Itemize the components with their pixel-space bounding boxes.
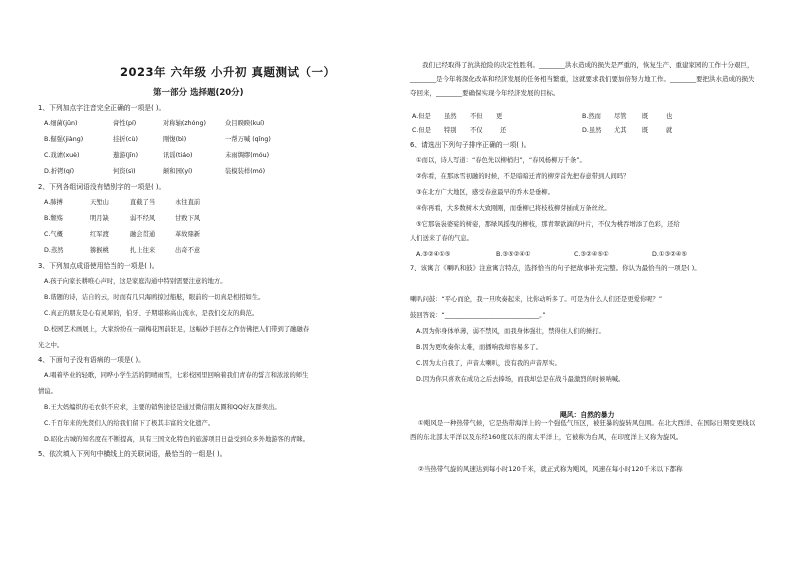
q7-dialog: 喇叭问鼓：“平心而论，我一旦吹奏起来，比你动听多了。可是为什么人们还是更爱你呢？” bbox=[410, 296, 663, 303]
q6-sentence-5-cont: 人们送来了春的气息。 bbox=[410, 235, 473, 242]
q7-option-a: A.因为你身体单薄，弱不禁风，而我身体强壮，禁得住人们的捶打。 bbox=[416, 328, 605, 335]
passage-paragraph-2: ②当热带气旋的风速达到每小时120千米，就正式称为飓风，风速在每小时120千米以下都称 bbox=[418, 465, 683, 473]
q1-option-b4: 一帮万喊 (qǐng) bbox=[225, 136, 271, 143]
q2-option-d4: 出奇不意 bbox=[175, 247, 201, 254]
q6-option-a: A.③②④①⑤ bbox=[416, 251, 451, 258]
q2-option-d3: 扎上往来 bbox=[130, 247, 156, 254]
section-heading: 第一部分 选择题(20分) bbox=[153, 88, 244, 98]
q1-option-a4: 众目睽睽(kuí) bbox=[225, 120, 265, 127]
q5-option-b2: 尽管 bbox=[614, 113, 627, 120]
q1-option-b1: B.倔强(jiàng) bbox=[44, 136, 84, 143]
q2-option-c1: C.气概 bbox=[44, 231, 63, 238]
q5-option-c3: 不仅 bbox=[470, 127, 483, 134]
q5-option-b1: B.然而 bbox=[582, 113, 601, 120]
q6-option-d: D.①③②④⑤ bbox=[652, 251, 688, 258]
q6-sentence-4: ④你再看，大多数树木大致刚刚，而垂柳已将枝枝柳芽插成万条丝丝。 bbox=[416, 205, 611, 212]
q1-option-d3: 颠和园(yí) bbox=[163, 168, 193, 175]
q2-option-d2: 猕猴桃 bbox=[90, 247, 109, 254]
q2-option-c4: 革故鼎新 bbox=[175, 231, 201, 238]
passage-title: 飓风：自然的暴力 bbox=[560, 411, 615, 419]
q3-option-d: D.校园艺术画展上，大家纷纷在一副梅花图前驻足，这幅妙手回春之作仿佛把人们带到了融融春 bbox=[44, 326, 310, 333]
q7-option-b: B.因为更吹奏你太难，而播响我却容易多了。 bbox=[416, 344, 542, 351]
q5-option-b3: 既 bbox=[642, 113, 649, 120]
q1-option-d4: 装模装样(mó) bbox=[225, 168, 266, 175]
q4-option-c: C.千百年来的先贤们人的给我们留下了极其丰富的文化遗产。 bbox=[44, 420, 215, 427]
q2-option-a1: A.肺搏 bbox=[44, 199, 63, 206]
q1-option-b2: 挂折(cù) bbox=[113, 136, 138, 143]
q3-option-d-cont: 光之中。 bbox=[38, 342, 64, 349]
q7-blank: 鼓回答说：“______________________________。” bbox=[410, 312, 546, 319]
q4-option-d: D.昭化古城的知名度在不断提高，具有三国文化特色的旅游项目日益受到众多外地游客的青睐。 bbox=[44, 436, 310, 443]
q1-option-a1: A.细菌(jūn) bbox=[44, 120, 78, 127]
q6-sentence-1: ①而以，诗人写道：“春色先以柳梢归”，“春风杨柳万千条”。 bbox=[416, 157, 586, 164]
q4-option-a-cont: 情谊。 bbox=[38, 388, 57, 395]
q1-option-c1: C.戏谑(xuè) bbox=[44, 152, 80, 159]
q6-sentence-3: ③在北方广大地区，感受春意最早的乔木是垂柳。 bbox=[416, 189, 554, 196]
q5-option-d4: 就 bbox=[666, 127, 673, 134]
question-6: 6、请选出下列句子排序正确的一项( )。 bbox=[410, 141, 531, 149]
q6-sentence-5: ⑤它那袅袅婆娑的树姿，那绿风摇曳的柳枝，那青翠欲滴的叶片，不仅为桃吞增添了色彩，还给 bbox=[416, 221, 680, 228]
q1-option-a2: 膏性(pí) bbox=[113, 120, 137, 127]
q5-option-a3: 不但 bbox=[470, 113, 483, 120]
q2-option-a4: 永往直前 bbox=[175, 199, 201, 206]
passage-paragraph-1: ①飓风是一种热带气候，它是热带海洋上的一个强低气压区，被狂暴的旋转风包围。在北大西洋、在国际日期变更线以西的东北部太平洋以及东经160度以东的南太平洋上，它被称为台风，在印度洋上又称为旋风。 bbox=[410, 419, 756, 441]
q1-option-d2: 何资(sì) bbox=[113, 168, 136, 175]
question-3: 3、下列加点成语使用恰当的一项是( )。 bbox=[38, 262, 159, 270]
q6-option-c: C.③②④⑤① bbox=[574, 251, 609, 258]
q5-option-c4: 还 bbox=[500, 127, 507, 134]
q5-option-a1: A.但是 bbox=[412, 113, 431, 120]
q2-option-b1: B.颓殇 bbox=[44, 215, 63, 222]
q7-option-c: C.因为太自我了，声音太喇叭，没有我的声音厚实。 bbox=[416, 360, 561, 367]
q5-option-a4: 更 bbox=[496, 113, 503, 120]
question-7: 7、该寓言《喇叭和鼓》注意寓言特点，选择恰当的句子把故事补充完整。你认为最恰当的一项是( )。 bbox=[410, 264, 701, 272]
q6-option-b: B.③⑤②④① bbox=[496, 251, 531, 258]
question-1: 1、下列加点字注音完全正确的一项是( )。 bbox=[38, 104, 166, 112]
q2-option-b3: 弱不经风 bbox=[130, 215, 156, 222]
q4-option-b: B.王大妈编织的毛衣供不应求，主要的销售途径是通过微信朋友圈和QQ好友群卖出。 bbox=[44, 404, 281, 411]
q1-option-c4: 未雨绸缪(móu) bbox=[225, 152, 270, 159]
page-title: 2023年 六年级 小升初 真题测试（一） bbox=[120, 65, 336, 79]
q5-option-c1: C.但是 bbox=[412, 127, 431, 134]
q2-option-d1: D.蒸然 bbox=[44, 247, 64, 254]
q5-option-a2: 虽然 bbox=[444, 113, 457, 120]
q5-passage: 我们已经取得了抗洪抢险的决定性胜利。________洪水造成的损失是严重的，恢复生产、重建家园的工作十分艰巨，________是今年将深化改革和经济发展的任务相当繁重，这就要求我们要加倍努力地工作。________要把洪水造成的损失夺回来，________要确保实现今年经济发展的目标。 bbox=[410, 61, 755, 97]
q1-option-b3: 刚愎(bì) bbox=[163, 136, 187, 143]
q1-option-c2: 遨游(Jīn) bbox=[113, 152, 139, 159]
q1-option-a3: 对称轴(zhóng) bbox=[163, 120, 206, 127]
q3-option-a: A.孩子向家长耕唯心声时，这是家庭沟通中特别需要注意的地方。 bbox=[44, 278, 227, 285]
question-4: 4、下面句子没有语病的一项是( )。 bbox=[38, 356, 145, 364]
q2-option-b2: 明月缺 bbox=[90, 215, 109, 222]
q2-option-a3: 直截了当 bbox=[130, 199, 156, 206]
q1-option-c3: 讯谣(tiáo) bbox=[163, 152, 193, 159]
q5-option-c2: 特别 bbox=[444, 127, 457, 134]
q2-option-a2: 天堑山 bbox=[90, 199, 109, 206]
q3-option-b: B.谐题的诗，诘自的云，时而有几只海鸥掠过船舷，眼前的一切真是相招如生。 bbox=[44, 294, 265, 301]
q7-option-d: D.因为你只喜欢在成功之后去捧场，而我却总是在战斗最激烈的时候呐喊。 bbox=[416, 376, 625, 383]
q2-option-c3: 融会贯通 bbox=[130, 231, 156, 238]
q2-option-c2: 红军渡 bbox=[90, 231, 109, 238]
q2-option-b4: 甘败下风 bbox=[175, 215, 201, 222]
q3-option-c: C.真正的朋友是心有灵犀的，伯牙、子期堪称高山流水，是我们交友的典范。 bbox=[44, 310, 259, 317]
q5-option-d1: D.虽然 bbox=[582, 127, 602, 134]
q5-option-d2: 尤其 bbox=[614, 127, 627, 134]
question-2: 2、下列各组词语没有错别字的一项是( )。 bbox=[38, 183, 166, 191]
q1-option-d1: D.折铐(qí) bbox=[44, 168, 75, 175]
q6-sentence-2: ②你看，在那冰雪初融的时候，不是暗暗迁青的柳芽首先把春意带到人间吗？ bbox=[416, 173, 630, 180]
q5-option-d3: 既 bbox=[642, 127, 649, 134]
q5-option-b4: 也 bbox=[666, 113, 673, 120]
q4-option-a: A.唱着毕业的轻歌，同哗小学生活的阴晴雨雪，七彩校园里回响着我们青春的誓言和浓浓的师生 bbox=[44, 372, 309, 379]
question-5: 5、依次填入下列句中横线上的关联词语，最恰当的一组是( )。 bbox=[38, 450, 227, 458]
